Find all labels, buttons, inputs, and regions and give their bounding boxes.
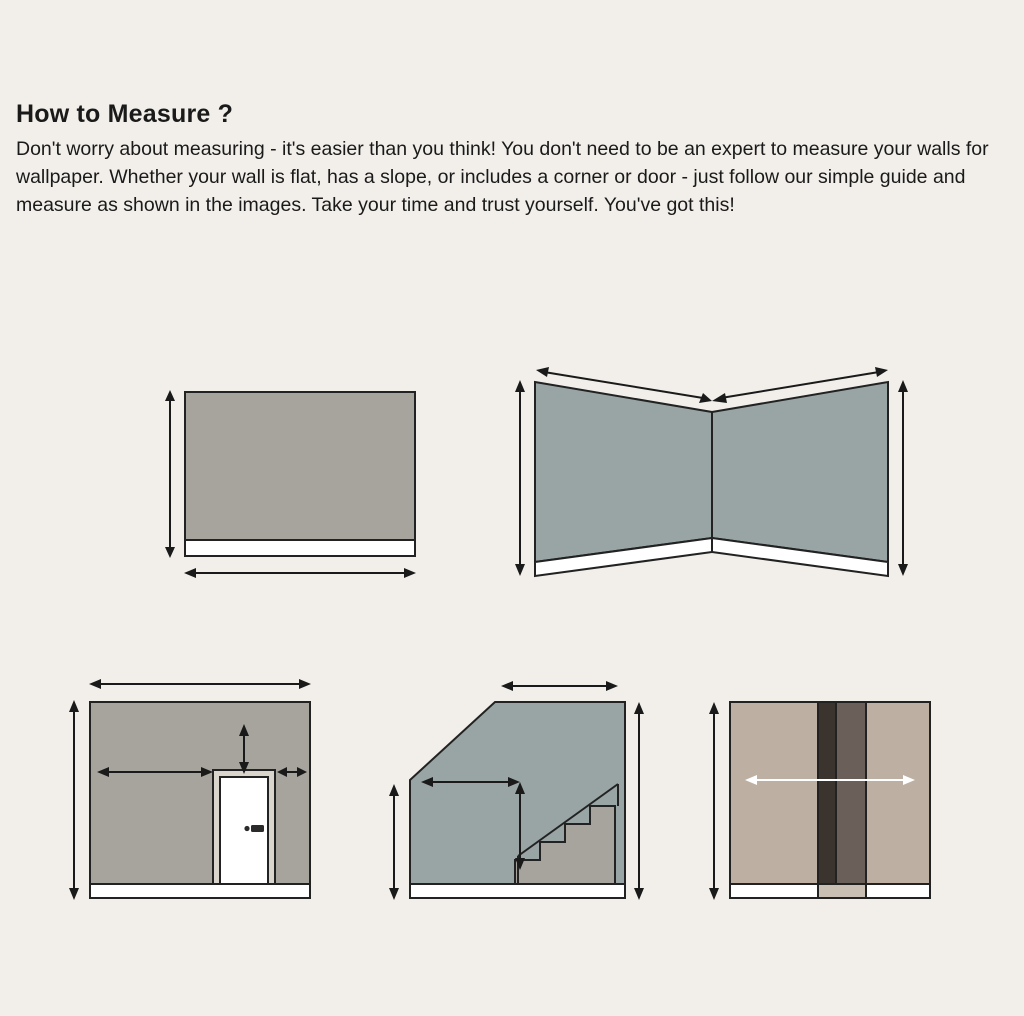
recess-wall-shape xyxy=(730,702,930,898)
door-wall-total-width-arrow xyxy=(89,679,311,689)
recess-return-left xyxy=(818,702,836,884)
corner-wall-shape xyxy=(535,382,888,576)
corner-wall-diagram xyxy=(500,360,920,600)
sloped-wall-staircase-diagram xyxy=(375,670,665,920)
flat-wall-shape xyxy=(185,392,415,556)
door-wall-shape xyxy=(90,702,310,898)
door-knob-icon xyxy=(244,826,249,831)
flat-wall-width-arrow xyxy=(184,568,416,578)
slope-right-height-arrow xyxy=(634,702,644,900)
door-wall-height-arrow xyxy=(69,700,79,900)
chimney-breast-diagram xyxy=(695,670,965,920)
recess-height-arrow xyxy=(709,702,719,900)
wall-with-door-diagram xyxy=(55,670,345,920)
flat-wall-height-arrow xyxy=(165,390,175,558)
door-handle-icon xyxy=(251,825,264,832)
corner-right-height-arrow xyxy=(898,380,908,576)
intro-paragraph: Don't worry about measuring - it's easier than you think! You don't need to be an expert to measure your walls for wallpaper. Whether your wall is flat, has a slope, or includes a corner or door - just follow our simple guide and measure as shown in the images. Take your time and trust yourself. You've got this! xyxy=(16,138,989,216)
page-title: How to Measure ? xyxy=(16,100,234,128)
intro-text-block xyxy=(16,100,1006,219)
recess-front-face xyxy=(836,702,866,884)
slope-left-height-arrow xyxy=(389,784,399,900)
corner-left-height-arrow xyxy=(515,380,525,576)
diagram-gallery xyxy=(0,340,1024,960)
flat-wall-diagram xyxy=(150,370,440,610)
slope-top-width-arrow xyxy=(501,681,618,691)
